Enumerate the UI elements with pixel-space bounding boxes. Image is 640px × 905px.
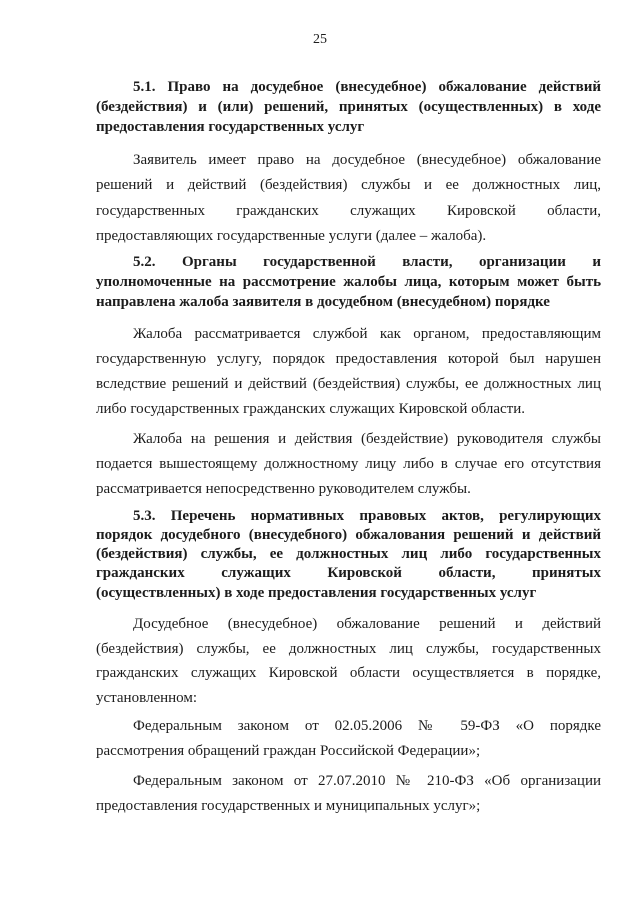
heading-line: направлена жалоба заявителя в досудебном (внесудебном) порядке: [96, 293, 550, 310]
paragraph-appeal-procedure: [96, 612, 601, 710]
paragraph-line: гражданских служащих Кировской области осуществляется в порядке,: [96, 665, 601, 682]
paragraph-line: предоставления государственных и муниципальных услуг»;: [96, 798, 481, 814]
paragraph-line: Досудебное (внесудебное) обжалование решений и действий: [133, 616, 601, 632]
section-5-1-heading: [96, 77, 601, 137]
paragraph-line: решений и действий (бездействия) службы и ее должностных лиц,: [96, 177, 601, 194]
paragraph-line: государственных гражданских служащих Кировской области,: [96, 202, 601, 219]
paragraph-line: государственную услугу, порядок предоставления которой был нарушен: [96, 350, 601, 367]
paragraph-line: Заявитель имеет право на досудебное (внесудебное) обжалование: [133, 152, 601, 168]
paragraph-line: предоставляющих государственные услуги (далее – жалоба).: [96, 227, 487, 244]
paragraph-law-59-fz: [96, 714, 601, 764]
paragraph-law-210-fz: [96, 769, 601, 820]
paragraph-right-to-appeal: [96, 148, 601, 249]
heading-line: гражданских служащих Кировской области, принятых: [96, 565, 601, 582]
page-number: 25: [313, 32, 327, 47]
paragraph-line: Жалоба на решения и действия (бездействие) руководителя службы: [133, 430, 601, 447]
paragraph-line: рассмотрения обращений граждан Российской Федерации»;: [96, 742, 481, 759]
heading-line: (бездействия) и (или) решений, принятых (осуществленных) в ходе: [96, 99, 601, 115]
heading-line: 5.3. Перечень нормативных правовых актов, регулирующих: [133, 507, 601, 524]
heading-line: уполномоченные на рассмотрение жалобы лица, которым может быть: [96, 273, 601, 290]
heading-line: предоставления государственных услуг: [96, 119, 365, 135]
paragraph-line: Федеральным законом от 02.05.2006 № 59-ФЗ «О порядке: [133, 717, 601, 734]
paragraph-line: вследствие решений и действий (бездействия) службы, ее должностных лиц: [96, 375, 601, 392]
paragraph-line: либо государственных гражданских служащих Кировской области.: [96, 400, 525, 417]
heading-line: 5.1. Право на досудебное (внесудебное) обжалование действий: [133, 79, 601, 95]
section-5-2-heading: [96, 253, 601, 312]
section-5-3-heading: [96, 507, 601, 603]
paragraph-line: (бездействия) службы, ее должностных лиц службы, государственных: [96, 640, 601, 657]
paragraph-line: Жалоба рассматривается службой как органом, предоставляющим: [133, 325, 601, 342]
heading-line: (осуществленных) в ходе предоставления государственных услуг: [96, 584, 537, 601]
paragraph-complaint-against-head: [96, 427, 601, 502]
paragraph-complaint-review: [96, 322, 601, 422]
paragraph-line: подается вышестоящему должностному лицу либо в случае его отсутствия: [96, 455, 601, 472]
heading-line: (бездействия) службы, ее должностных лиц либо государственных: [96, 546, 601, 563]
paragraph-line: рассматривается непосредственно руководителем службы.: [96, 480, 471, 497]
heading-line: 5.2. Органы государственной власти, организации и: [133, 254, 601, 270]
paragraph-line: установленном:: [96, 689, 198, 706]
paragraph-line: Федеральным законом от 27.07.2010 № 210-ФЗ «Об организации: [133, 772, 601, 789]
heading-line: порядок досудебного (внесудебного) обжалования решений и действий: [96, 526, 601, 543]
